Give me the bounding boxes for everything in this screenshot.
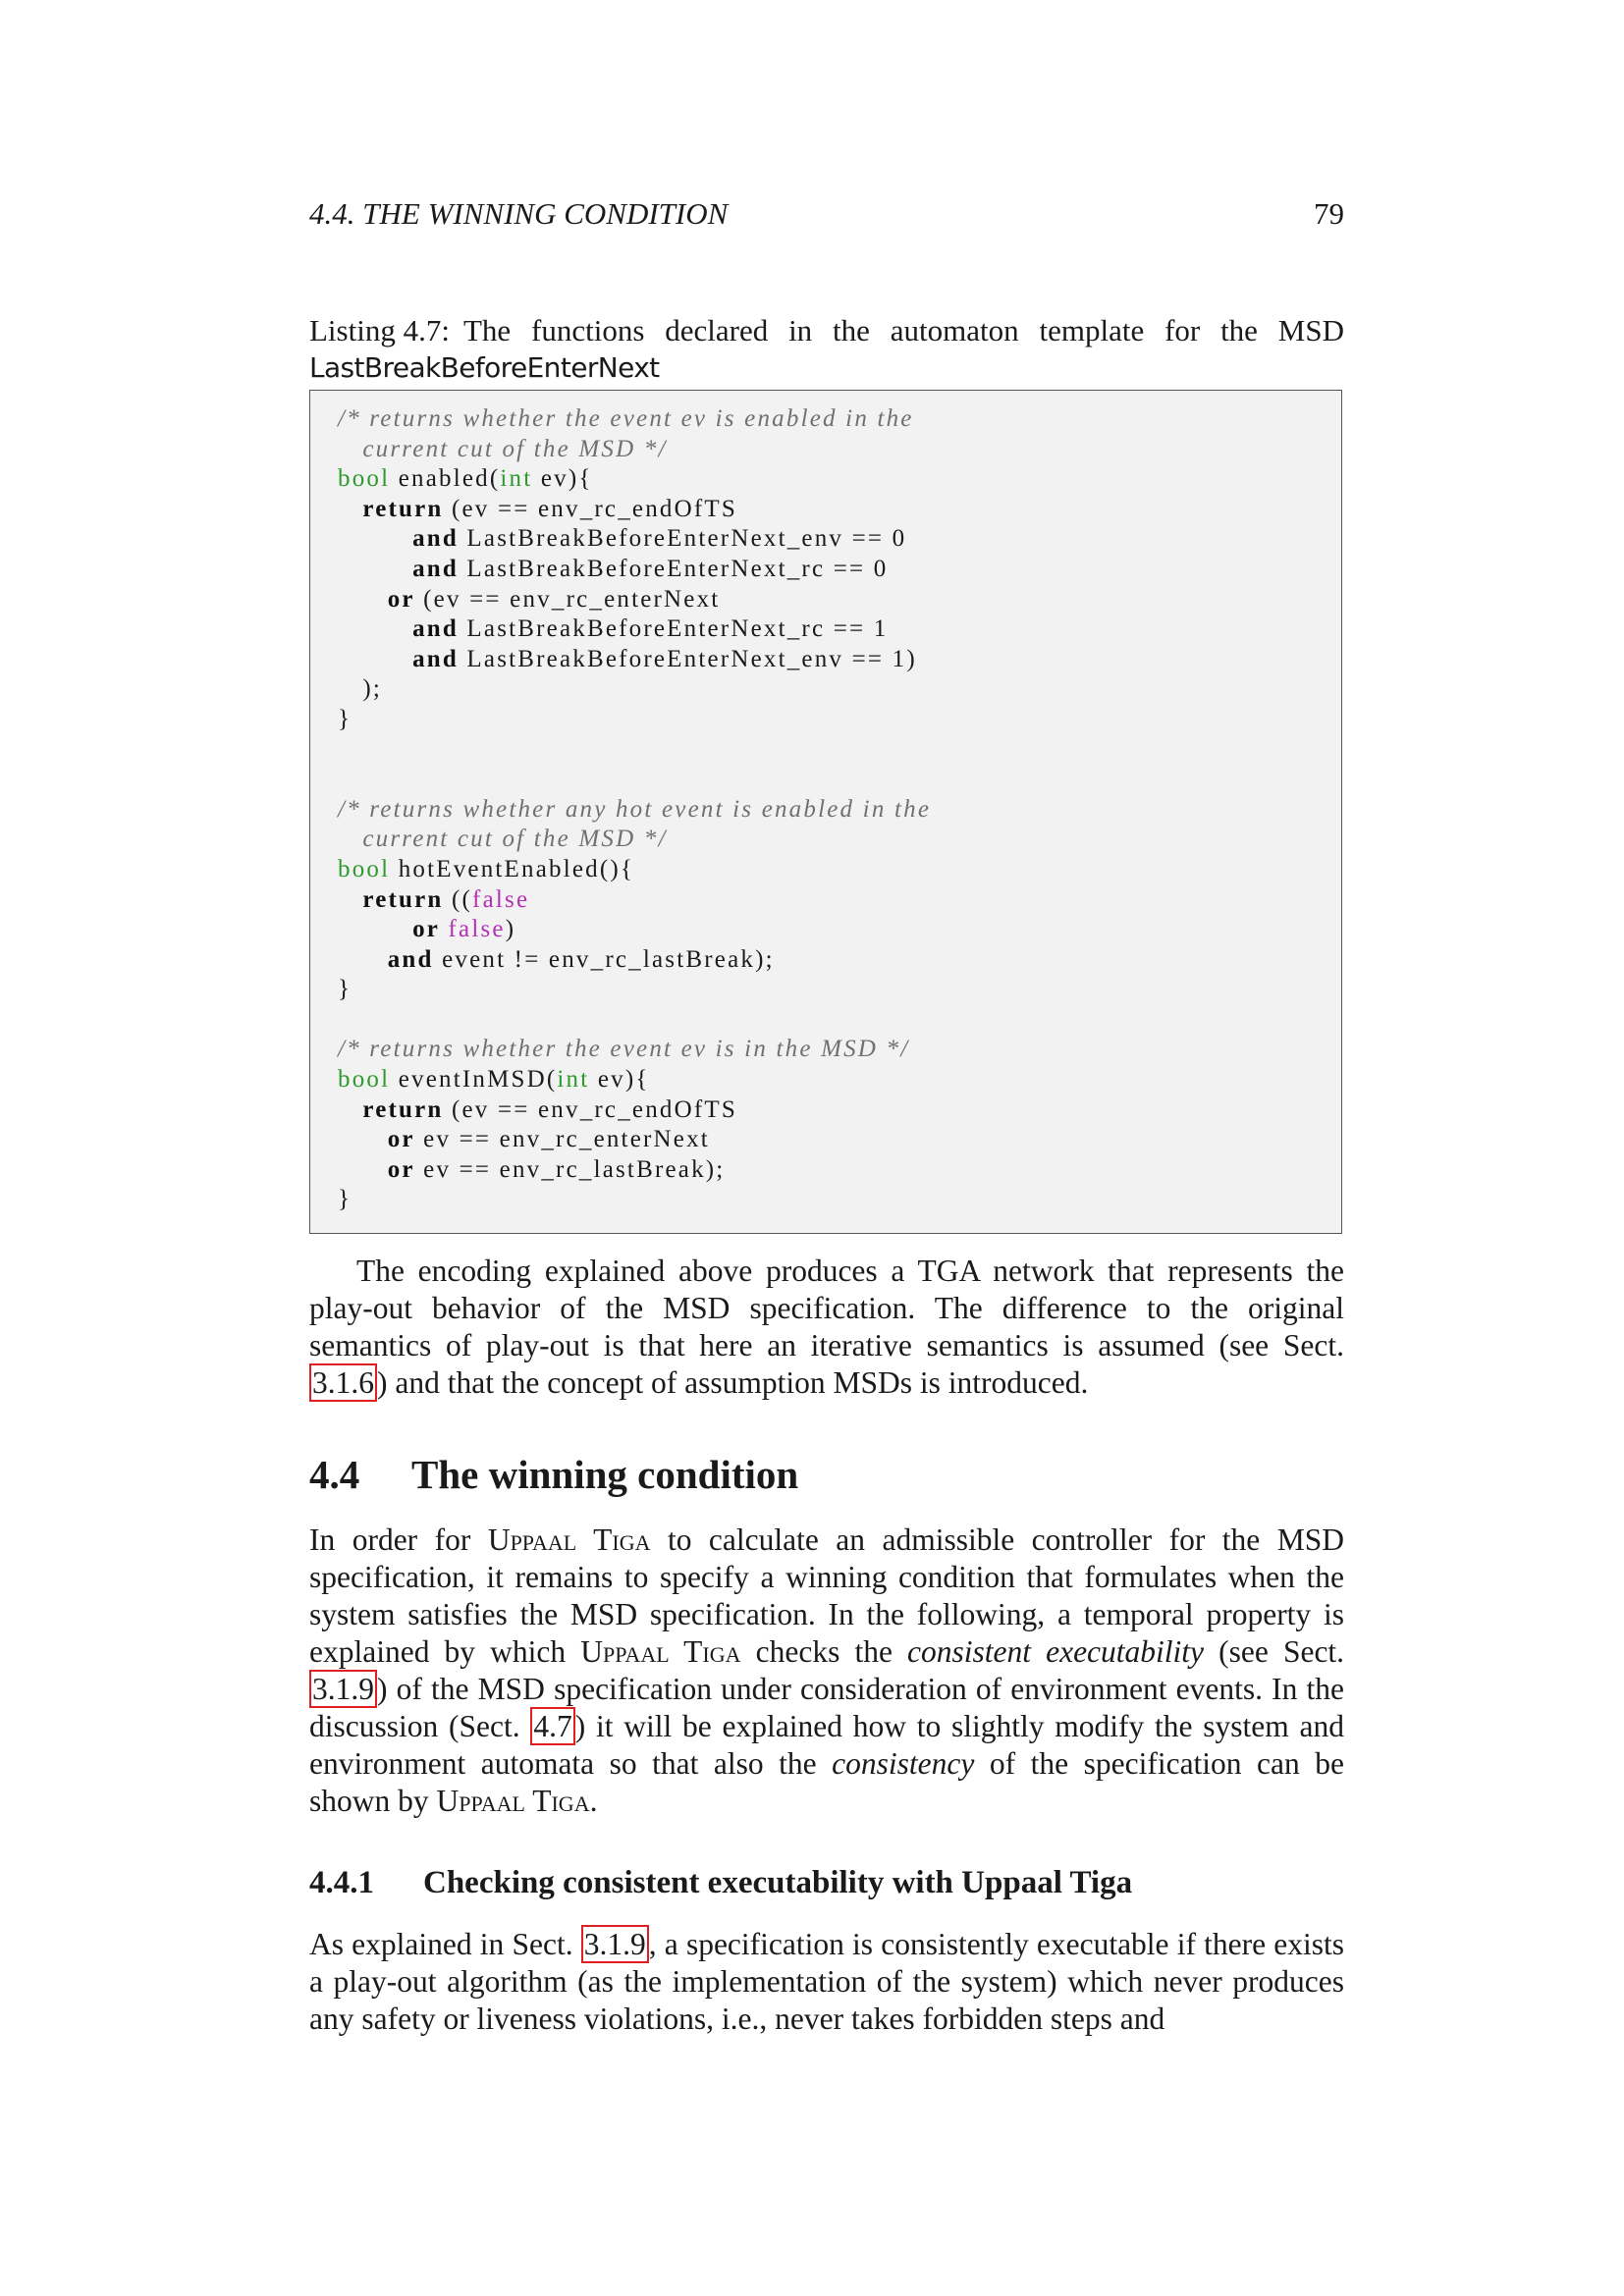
code-line: and LastBreakBeforeEnterNext_rc == 0: [412, 555, 889, 582]
code-line: or (ev == env_rc_enterNext: [387, 585, 721, 613]
section-number: 4.4: [309, 1452, 360, 1497]
code-line: or ev == env_rc_enterNext: [387, 1126, 710, 1153]
code-line: and LastBreakBeforeEnterNext_rc == 1: [412, 615, 889, 643]
subsection-title: Checking consistent executability with Uppaal Tiga: [423, 1865, 1133, 1900]
code-line: current cut of the MSD */: [338, 826, 668, 853]
section-reference-link[interactable]: 3.1.9: [309, 1670, 377, 1708]
code-line: /* returns whether the event ev is in the MSD */: [338, 1036, 910, 1063]
code-line: bool enabled(int ev){: [338, 465, 593, 493]
running-title: 4.4. THE WINNING CONDITION: [309, 196, 729, 231]
code-line: }: [338, 1186, 352, 1213]
subsection-heading: [309, 1865, 1132, 1901]
code-line: }: [338, 976, 352, 1003]
code-line: and LastBreakBeforeEnterNext_env == 1): [412, 645, 917, 672]
code-line: bool eventInMSD(int ev){: [338, 1066, 650, 1094]
subsection-number: 4.4.1: [309, 1865, 374, 1900]
code-line: /* returns whether any hot event is enabled in the: [338, 795, 932, 823]
caption-msd-name: LastBreakBeforeEnterNext: [309, 351, 660, 384]
page-number: 79: [1314, 196, 1344, 231]
listing-caption: [309, 312, 1344, 387]
code-line: /* returns whether the event ev is enabled in the: [338, 405, 914, 432]
section-reference-link[interactable]: 4.7: [530, 1707, 574, 1745]
code-listing: [309, 390, 1342, 1234]
code-line: return (ev == env_rc_endOfTS: [362, 495, 737, 522]
code-line: or false): [412, 916, 516, 943]
code-line: }: [338, 705, 352, 732]
code-line: current cut of the MSD */: [338, 435, 668, 462]
section-title: The winning condition: [411, 1452, 799, 1497]
paragraph-winning-condition: In order for Uppaal Tiga to calculate an admissible controller for the MSD specification, it remains to specify a winning condition that formulates when the system satisfies the MSD specification. In the following, a temporal property is explained by which Uppaal Tiga checks the consistent executability (see Sect. 3.1.9) of the MSD specification under consideration of environment events. In the discussion (Sect. 4.7) it will be explained how to slightly modify the system and environment automata so that also the consistency of the specification can be shown by Uppaal Tiga.: [309, 1522, 1345, 1818]
caption-prefix: Listing 4.7:: [309, 313, 450, 347]
caption-text: The functions declared in the automaton template for the MSD: [462, 313, 1344, 347]
code-line: and event != env_rc_lastBreak);: [387, 945, 775, 973]
code-line: return ((false: [362, 885, 530, 913]
code-line: return (ev == env_rc_endOfTS: [362, 1095, 737, 1123]
code-line: );: [338, 675, 383, 703]
paragraph-encoding: The encoding explained above produces a TGA network that represents the play-out behavior of the MSD specification. The difference to the original semantics of play-out is that here an iterative semantics is assumed (see Sect. 3.1.6) and that the concept of assumption MSDs is introduced.: [309, 1254, 1344, 1400]
section-reference-link[interactable]: 3.1.6: [309, 1363, 377, 1402]
section-reference-link[interactable]: 3.1.9: [581, 1925, 649, 1963]
code-line: and LastBreakBeforeEnterNext_env == 0: [412, 525, 907, 553]
code-line: or ev == env_rc_lastBreak);: [387, 1155, 726, 1183]
code-line: bool hotEventEnabled(){: [338, 855, 635, 882]
running-header: [309, 196, 1344, 236]
section-heading: [309, 1451, 798, 1498]
paragraph-consistent-executability: As explained in Sect. 3.1.9, a specification is consistently executable if there exists a play-out algorithm (as the implementation of the system) which never produces any safety or liveness violations, i.e., never takes forbidden steps and: [309, 1927, 1344, 2036]
code-block: [338, 404, 931, 1215]
